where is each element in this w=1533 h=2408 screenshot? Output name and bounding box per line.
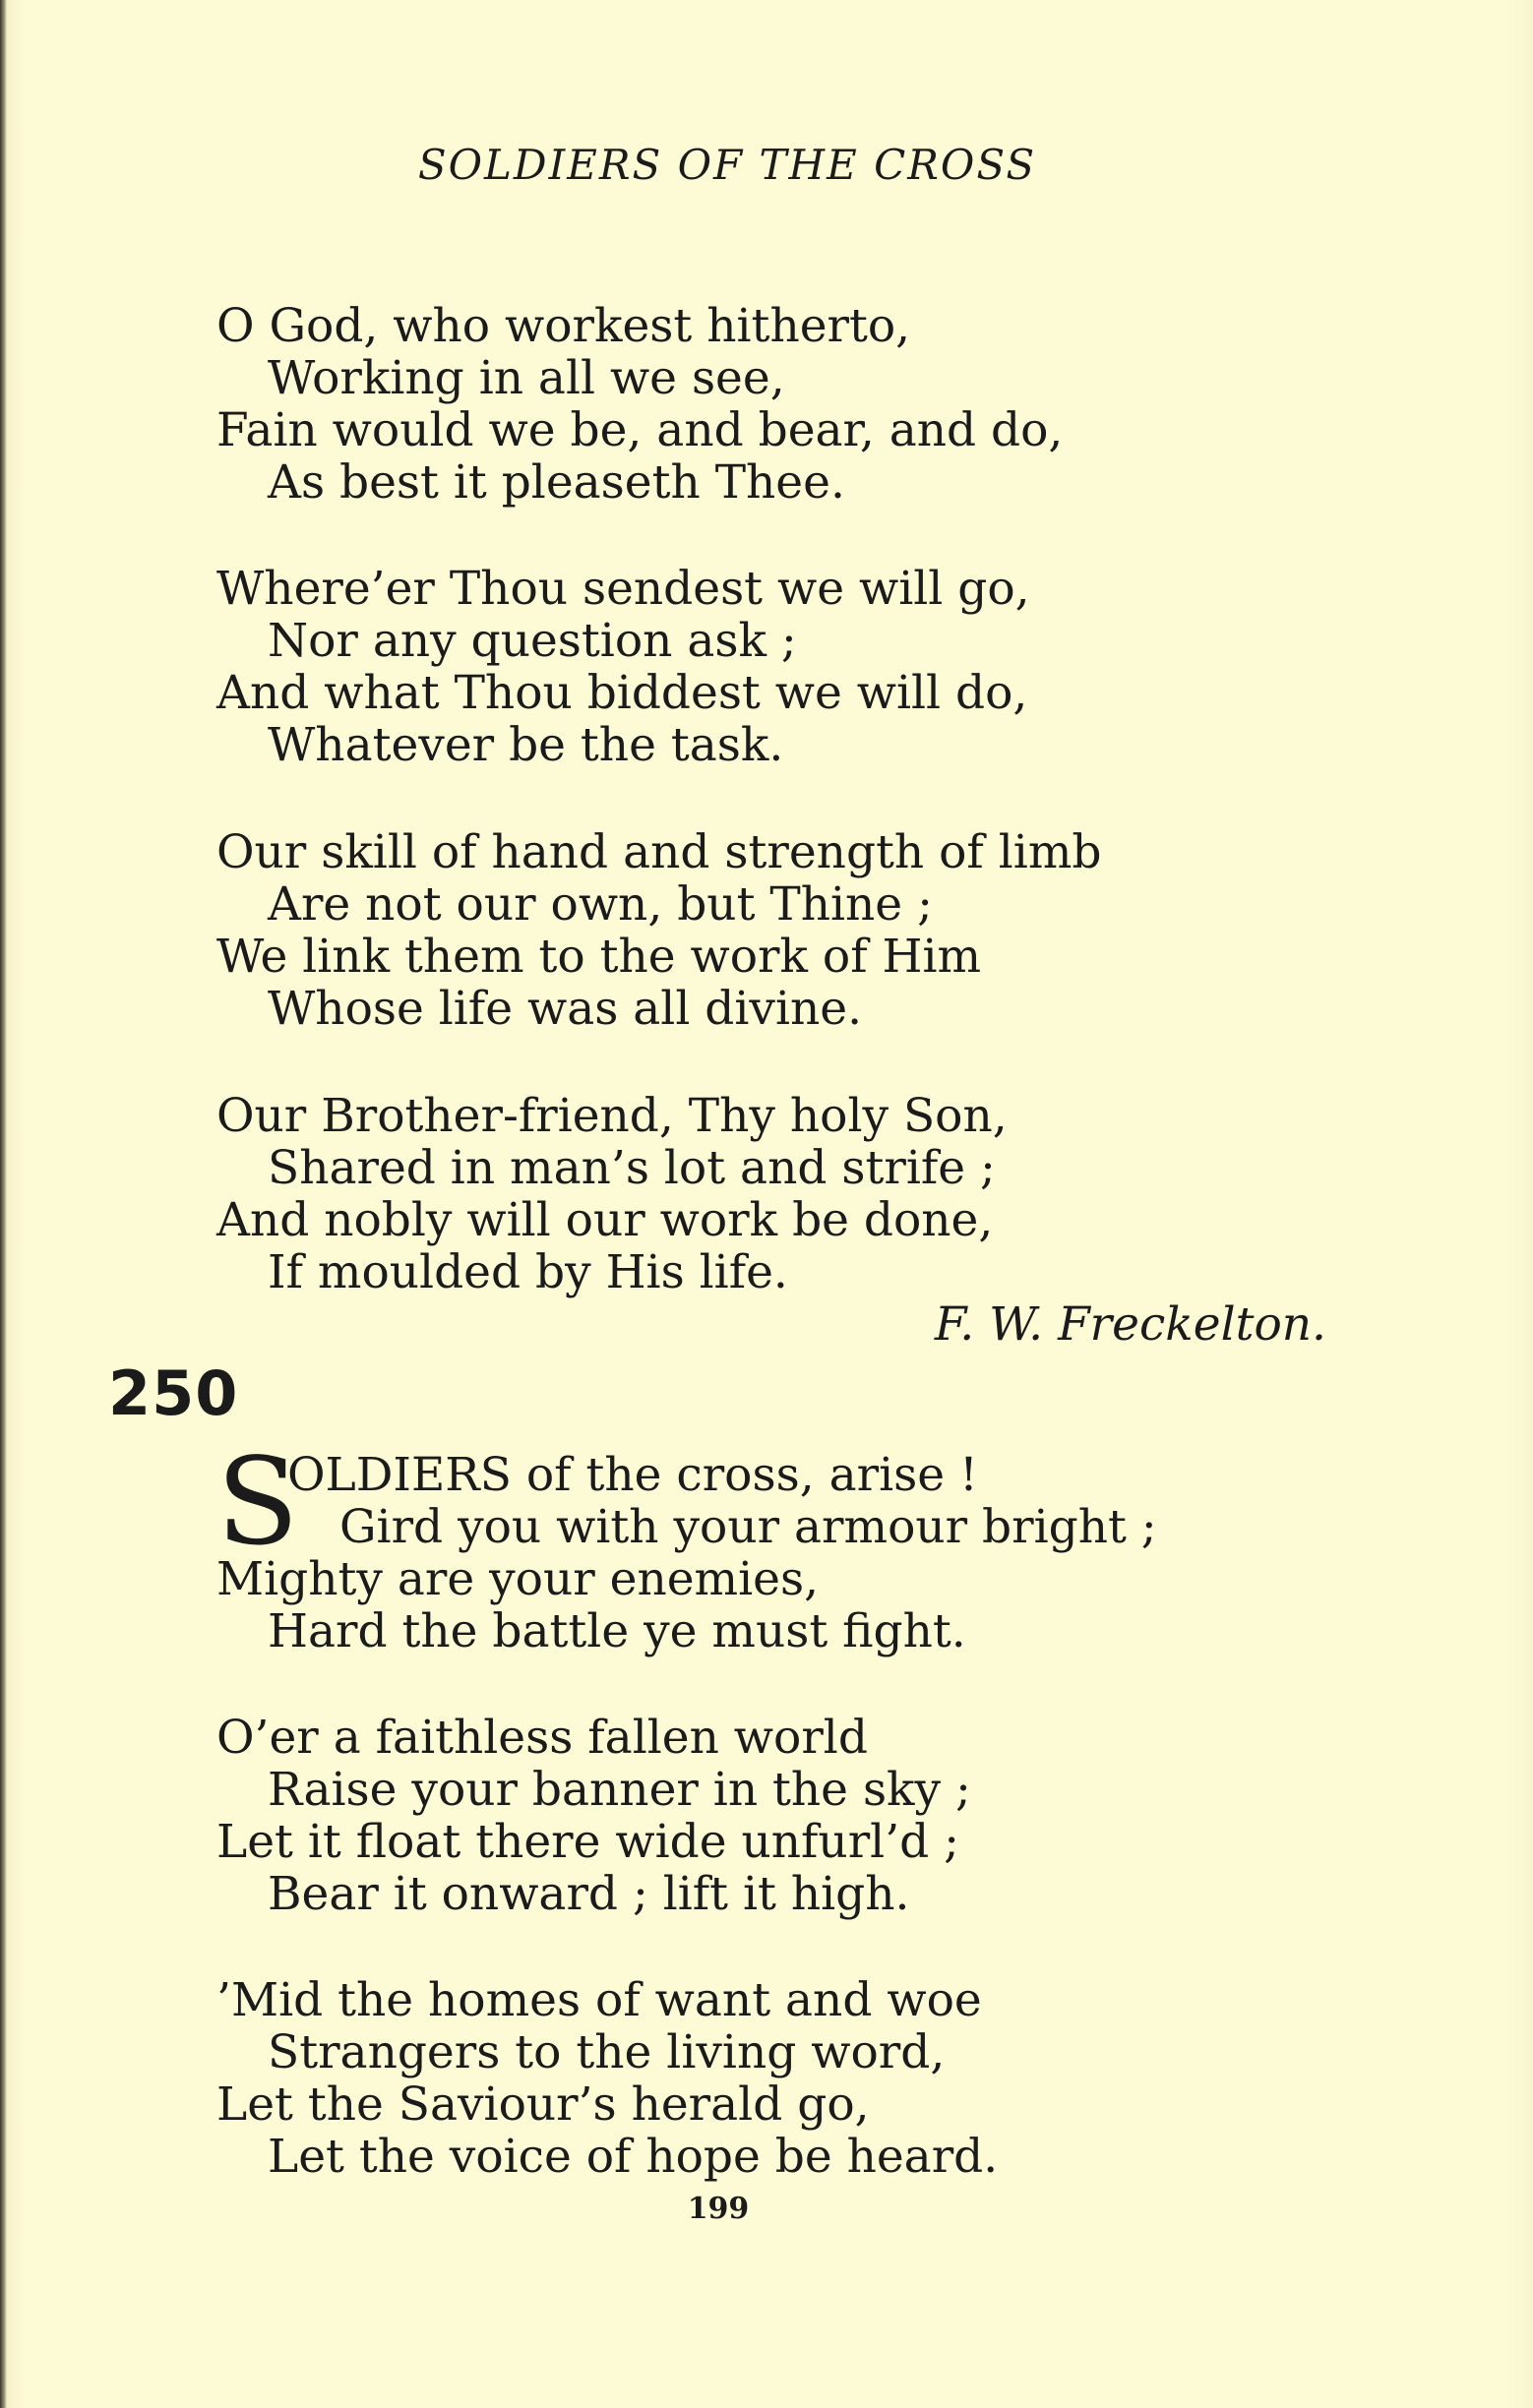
verse-line: O God, who workest hitherto, — [216, 299, 911, 353]
dropcap-row — [216, 1432, 1378, 1572]
drop-cap: S — [216, 1432, 299, 1572]
verse-line: Hard the battle ye must fight. — [268, 1604, 966, 1658]
hymn-250-stanza-1 — [216, 1432, 1378, 1658]
verse-line: Mighty are your enemies, — [216, 1552, 820, 1606]
verse-line: Nor any question ask ; — [268, 614, 797, 668]
hymn-249-stanza-2 — [216, 563, 1378, 771]
verse-line: And what Thou biddest we will do, — [216, 666, 1028, 720]
verse-line: Whatever be the task. — [268, 718, 784, 772]
verse-line: OLDIERS of the cross, arise ! — [287, 1448, 978, 1502]
verse-line: Working in all we see, — [268, 351, 785, 405]
verse-line: Let the Saviour’s herald go, — [216, 2077, 870, 2132]
hymn-250-stanza-2 — [216, 1712, 1378, 1920]
verse-line: As best it pleaseth Thee. — [268, 455, 845, 510]
verse-line: Our skill of hand and strength of limb — [216, 825, 1102, 879]
verse-line: Shared in man’s lot and strife ; — [268, 1141, 996, 1195]
verse-line: Gird you with your armour bright ; — [339, 1500, 1157, 1554]
verse-line: Where’er Thou sendest we will go, — [216, 562, 1030, 616]
hymn-number: 250 — [108, 1357, 239, 1429]
verse-line: ’Mid the homes of want and woe — [216, 1973, 982, 2027]
page-number: 199 — [687, 2192, 750, 2226]
verse-line: Strangers to the living word, — [268, 2025, 946, 2079]
hymn-249-stanza-3 — [216, 826, 1378, 1035]
hymn-249-stanza-4 — [216, 1090, 1378, 1298]
verse-line: Fain would we be, and bear, and do, — [216, 403, 1064, 457]
hymn-250-stanza-3 — [216, 1974, 1378, 2183]
verse-line: Bear it onward ; lift it high. — [268, 1867, 910, 1921]
verse-line: Let the voice of hope be heard. — [268, 2130, 999, 2184]
running-head: SOLDIERS OF THE CROSS — [417, 141, 1037, 189]
hymn-249-stanza-1 — [216, 300, 1378, 509]
verse-line: Let it float there wide unfurl’d ; — [216, 1815, 960, 1869]
hymn-attribution: F. W. Freckelton. — [934, 1297, 1326, 1352]
verse-line: Are not our own, but Thine ; — [268, 877, 933, 932]
verse-line: O’er a faithless fallen world — [216, 1711, 868, 1765]
verse-line: Our Brother-friend, Thy holy Son, — [216, 1089, 1008, 1143]
verse-line: Raise your banner in the sky ; — [268, 1763, 971, 1817]
verse-line: And nobly will our work be done, — [216, 1193, 994, 1247]
page-spine-shadow — [0, 0, 7, 2408]
verse-line: We link them to the work of Him — [216, 930, 982, 984]
verse-line: If moulded by His life. — [268, 1245, 788, 1299]
verse-line: Whose life was all divine. — [268, 982, 863, 1036]
